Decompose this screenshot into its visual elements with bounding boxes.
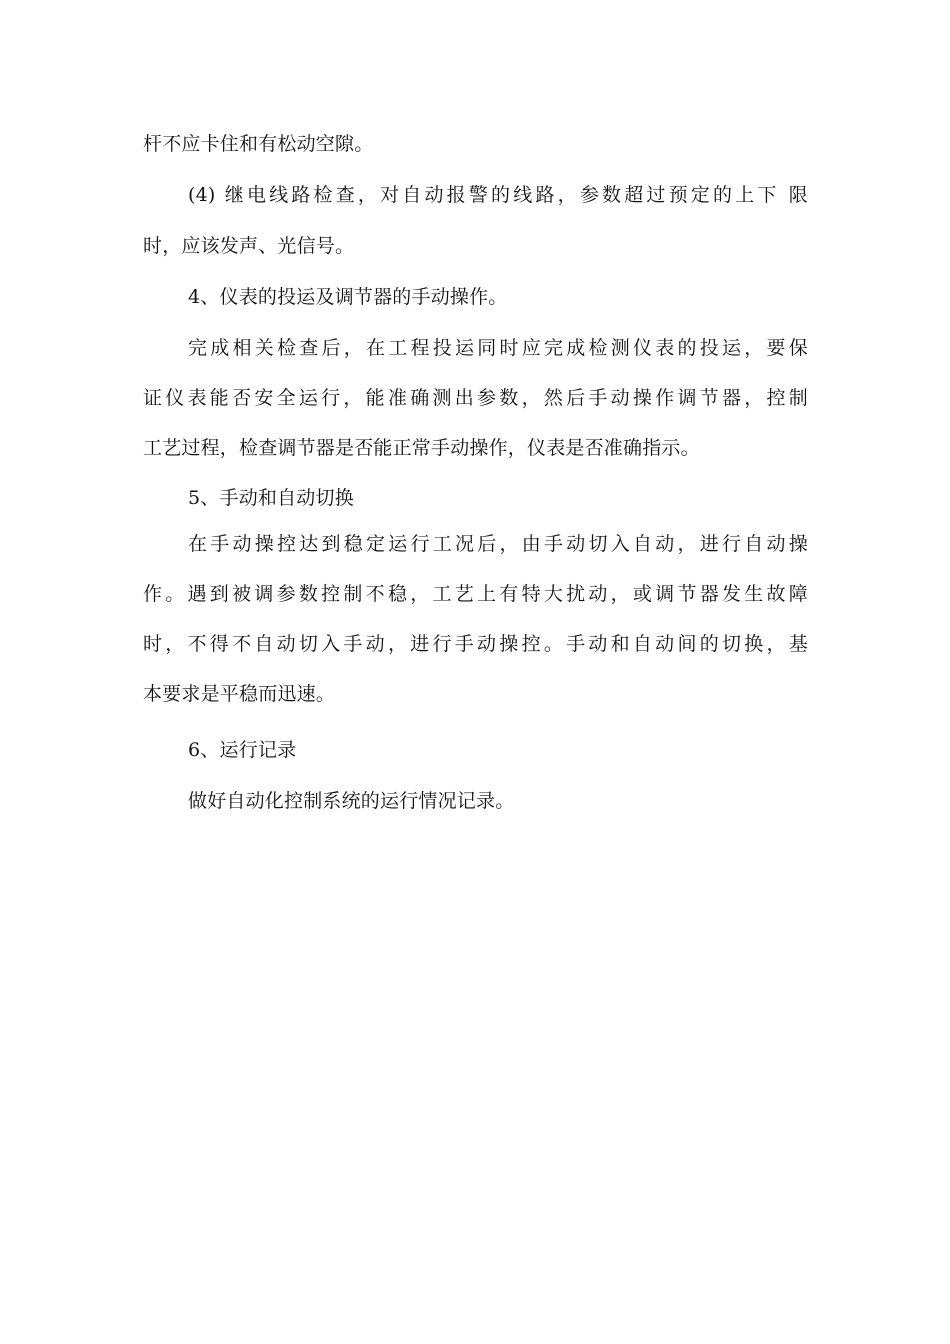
section-heading: 5、手动和自动切换 (188, 487, 354, 509)
paragraph-line: 时，应该发声、光信号。 (143, 235, 355, 257)
paragraph-line: 杆不应卡住和有松动空隙。 (143, 133, 374, 155)
paragraph-line: 完成相关检查后，在工程投运同时应完成检测仪表的投运，要保 (188, 337, 808, 359)
paragraph-line: 工艺过程，检查调节器是否能正常手动操作，仪表是否准确指示。 (143, 437, 700, 459)
paragraph-line: 时，不得不自动切入手动，进行手动操控。手动和自动间的切换，基 (143, 633, 808, 655)
paragraph-line: 本要求是平稳而迅速。 (143, 683, 336, 705)
paragraph-line: (4) 继电线路检查，对自动报警的线路，参数超过预定的上下 限 (188, 184, 808, 206)
section-heading: 6、运行记录 (188, 739, 297, 761)
section-heading: 4、仪表的投运及调节器的手动操作。 (188, 286, 508, 308)
paragraph-line: 证仪表能否安全运行，能准确测出参数，然后手动操作调节器，控制 (143, 387, 808, 409)
paragraph-line: 在手动操控达到稳定运行工况后，由手动切入自动，进行自动操 (188, 533, 808, 555)
paragraph-line: 作。遇到被调参数控制不稳，工艺上有特大扰动，或调节器发生故障 (143, 583, 808, 605)
paragraph-line: 做好自动化控制系统的运行情况记录。 (188, 790, 515, 812)
